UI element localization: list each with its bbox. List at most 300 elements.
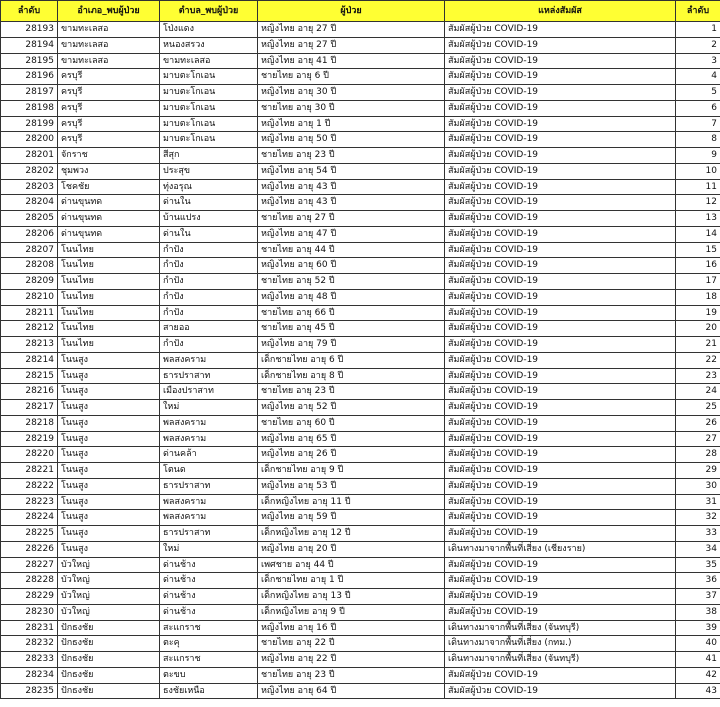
case-no-cell: 28201 (1, 148, 58, 164)
case-no-cell: 28214 (1, 352, 58, 368)
seq-cell: 25 (676, 400, 720, 416)
source-cell: สัมผัสผู้ป่วย COVID-19 (445, 22, 676, 38)
patient-cell: หญิงไทย อายุ 26 ปี (258, 447, 445, 463)
subdistrict-cell: มาบตะโกเอน (160, 85, 258, 101)
patient-cell: เด็กชายไทย อายุ 6 ปี (258, 352, 445, 368)
case-no-cell: 28202 (1, 163, 58, 179)
patient-cell: หญิงไทย อายุ 27 ปี (258, 22, 445, 38)
seq-cell: 32 (676, 510, 720, 526)
table-row (1, 37, 720, 53)
table-row (1, 148, 720, 164)
patient-cell: หญิงไทย อายุ 41 ปี (258, 53, 445, 69)
district-cell: โนนสูง (58, 415, 160, 431)
case-no-cell: 28212 (1, 321, 58, 337)
district-cell: ชุมพวง (58, 163, 160, 179)
source-cell: สัมผัสผู้ป่วย COVID-19 (445, 400, 676, 416)
district-cell: โนนสูง (58, 447, 160, 463)
table-row (1, 557, 720, 573)
district-cell: โชคชัย (58, 179, 160, 195)
source-cell: สัมผัสผู้ป่วย COVID-19 (445, 289, 676, 305)
case-no-cell: 28231 (1, 620, 58, 636)
seq-cell: 34 (676, 541, 720, 557)
seq-cell: 3 (676, 53, 720, 69)
district-cell: โนนสูง (58, 400, 160, 416)
district-cell: ขามทะเลสอ (58, 37, 160, 53)
source-cell: เดินทางมาจากพื้นที่เสี่ยง (กทม.) (445, 636, 676, 652)
source-cell: สัมผัสผู้ป่วย COVID-19 (445, 368, 676, 384)
district-cell: โนนสูง (58, 541, 160, 557)
subdistrict-cell: กำปัง (160, 274, 258, 290)
seq-cell: 40 (676, 636, 720, 652)
seq-cell: 7 (676, 116, 720, 132)
source-cell: สัมผัสผู้ป่วย COVID-19 (445, 274, 676, 290)
case-no-cell: 28207 (1, 242, 58, 258)
case-no-cell: 28199 (1, 116, 58, 132)
subdistrict-cell: ตะขบ (160, 667, 258, 683)
patient-cell: ชายไทย อายุ 23 ปี (258, 148, 445, 164)
subdistrict-cell: กำปัง (160, 258, 258, 274)
district-cell: จักราช (58, 148, 160, 164)
case-no-cell: 28213 (1, 337, 58, 353)
source-cell: สัมผัสผู้ป่วย COVID-19 (445, 242, 676, 258)
case-no-cell: 28229 (1, 589, 58, 605)
district-cell: ครบุรี (58, 85, 160, 101)
source-cell: สัมผัสผู้ป่วย COVID-19 (445, 100, 676, 116)
source-cell: สัมผัสผู้ป่วย COVID-19 (445, 463, 676, 479)
seq-cell: 43 (676, 683, 720, 699)
case-no-cell: 28193 (1, 22, 58, 38)
seq-cell: 6 (676, 100, 720, 116)
seq-cell: 13 (676, 211, 720, 227)
subdistrict-cell: ประสุข (160, 163, 258, 179)
district-cell: ด่านขุนทด (58, 211, 160, 227)
subdistrict-cell: มาบตะโกเอน (160, 132, 258, 148)
district-cell: ปักธงชัย (58, 636, 160, 652)
table-row (1, 305, 720, 321)
subdistrict-cell: ธารปราสาท (160, 478, 258, 494)
source-cell: สัมผัสผู้ป่วย COVID-19 (445, 494, 676, 510)
patient-cell: หญิงไทย อายุ 50 ปี (258, 132, 445, 148)
table-row (1, 53, 720, 69)
patient-cell: ชายไทย อายุ 30 ปี (258, 100, 445, 116)
district-cell: ครบุรี (58, 132, 160, 148)
case-no-cell: 28215 (1, 368, 58, 384)
source-cell: สัมผัสผู้ป่วย COVID-19 (445, 195, 676, 211)
patient-cell: เด็กหญิงไทย อายุ 9 ปี (258, 604, 445, 620)
subdistrict-cell: ธารปราสาท (160, 526, 258, 542)
district-cell: โนนไทย (58, 274, 160, 290)
seq-cell: 10 (676, 163, 720, 179)
district-cell: บัวใหญ่ (58, 589, 160, 605)
subdistrict-cell: ด่านช้าง (160, 604, 258, 620)
seq-cell: 27 (676, 431, 720, 447)
table-row (1, 321, 720, 337)
table-row (1, 179, 720, 195)
table-row (1, 116, 720, 132)
subdistrict-cell: ด่านช้าง (160, 589, 258, 605)
source-cell: สัมผัสผู้ป่วย COVID-19 (445, 352, 676, 368)
patient-cell: หญิงไทย อายุ 47 ปี (258, 226, 445, 242)
district-cell: ครบุรี (58, 69, 160, 85)
patient-cell: หญิงไทย อายุ 20 ปี (258, 541, 445, 557)
source-cell: สัมผัสผู้ป่วย COVID-19 (445, 573, 676, 589)
patient-cell: หญิงไทย อายุ 27 ปี (258, 37, 445, 53)
district-cell: โนนไทย (58, 289, 160, 305)
source-cell: สัมผัสผู้ป่วย COVID-19 (445, 447, 676, 463)
subdistrict-cell: ด่านใน (160, 226, 258, 242)
subdistrict-cell: ด่านคล้า (160, 447, 258, 463)
case-no-cell: 28194 (1, 37, 58, 53)
source-cell: สัมผัสผู้ป่วย COVID-19 (445, 148, 676, 164)
header-row (1, 1, 720, 22)
district-cell: โนนสูง (58, 368, 160, 384)
table-row (1, 636, 720, 652)
patient-cell: ชายไทย อายุ 27 ปี (258, 211, 445, 227)
table-row (1, 368, 720, 384)
subdistrict-cell: หนองสรวง (160, 37, 258, 53)
district-cell: ปักธงชัย (58, 667, 160, 683)
seq-cell: 19 (676, 305, 720, 321)
case-no-cell: 28208 (1, 258, 58, 274)
seq-cell: 36 (676, 573, 720, 589)
subdistrict-cell: กำปัง (160, 337, 258, 353)
district-cell: ปักธงชัย (58, 652, 160, 668)
table-row (1, 573, 720, 589)
patient-cell: หญิงไทย อายุ 16 ปี (258, 620, 445, 636)
table-row (1, 652, 720, 668)
table-body (1, 22, 720, 699)
district-cell: ครบุรี (58, 116, 160, 132)
patient-cell: ชายไทย อายุ 52 ปี (258, 274, 445, 290)
district-cell: โนนไทย (58, 242, 160, 258)
patient-cell: เด็กชายไทย อายุ 9 ปี (258, 463, 445, 479)
patient-cell: ชายไทย อายุ 22 ปี (258, 636, 445, 652)
header-case-no: ลำดับ (1, 1, 58, 22)
table-row (1, 667, 720, 683)
patient-cell: ชายไทย อายุ 23 ปี (258, 667, 445, 683)
case-no-cell: 28209 (1, 274, 58, 290)
table-row (1, 337, 720, 353)
district-cell: ขามทะเลสอ (58, 53, 160, 69)
case-no-cell: 28226 (1, 541, 58, 557)
district-cell: โนนไทย (58, 337, 160, 353)
district-cell: โนนสูง (58, 352, 160, 368)
table-row (1, 478, 720, 494)
source-cell: สัมผัสผู้ป่วย COVID-19 (445, 321, 676, 337)
source-cell: เดินทางมาจากพื้นที่เสี่ยง (จันทบุรี) (445, 652, 676, 668)
table-row (1, 211, 720, 227)
table-row (1, 447, 720, 463)
patient-cell: เด็กหญิงไทย อายุ 12 ปี (258, 526, 445, 542)
district-cell: โนนไทย (58, 321, 160, 337)
district-cell: โนนไทย (58, 258, 160, 274)
subdistrict-cell: เมืองปราสาท (160, 384, 258, 400)
patient-cell: หญิงไทย อายุ 60 ปี (258, 258, 445, 274)
subdistrict-cell: สะแกราช (160, 652, 258, 668)
table-row (1, 85, 720, 101)
case-no-cell: 28205 (1, 211, 58, 227)
table-row (1, 494, 720, 510)
patient-cell: ชายไทย อายุ 44 ปี (258, 242, 445, 258)
case-no-cell: 28221 (1, 463, 58, 479)
subdistrict-cell: กำปัง (160, 289, 258, 305)
case-no-cell: 28233 (1, 652, 58, 668)
source-cell: สัมผัสผู้ป่วย COVID-19 (445, 337, 676, 353)
case-no-cell: 28200 (1, 132, 58, 148)
district-cell: ปักธงชัย (58, 683, 160, 699)
case-no-cell: 28195 (1, 53, 58, 69)
source-cell: สัมผัสผู้ป่วย COVID-19 (445, 384, 676, 400)
header-district: อำเภอ_พบผู้ป่วย (58, 1, 160, 22)
patient-cell: ชายไทย อายุ 66 ปี (258, 305, 445, 321)
subdistrict-cell: พลสงคราม (160, 415, 258, 431)
source-cell: สัมผัสผู้ป่วย COVID-19 (445, 53, 676, 69)
seq-cell: 14 (676, 226, 720, 242)
seq-cell: 1 (676, 22, 720, 38)
table-row (1, 400, 720, 416)
seq-cell: 42 (676, 667, 720, 683)
seq-cell: 9 (676, 148, 720, 164)
subdistrict-cell: ธารปราสาท (160, 368, 258, 384)
patient-cell: ชายไทย อายุ 45 ปี (258, 321, 445, 337)
case-no-cell: 28227 (1, 557, 58, 573)
seq-cell: 4 (676, 69, 720, 85)
case-no-cell: 28232 (1, 636, 58, 652)
source-cell: สัมผัสผู้ป่วย COVID-19 (445, 557, 676, 573)
subdistrict-cell: บ้านแปรง (160, 211, 258, 227)
case-no-cell: 28225 (1, 526, 58, 542)
patient-cell: เด็กหญิงไทย อายุ 13 ปี (258, 589, 445, 605)
district-cell: โนนสูง (58, 478, 160, 494)
source-cell: สัมผัสผู้ป่วย COVID-19 (445, 667, 676, 683)
district-cell: โนนไทย (58, 305, 160, 321)
seq-cell: 23 (676, 368, 720, 384)
table-row (1, 242, 720, 258)
subdistrict-cell: ด่านใน (160, 195, 258, 211)
district-cell: โนนสูง (58, 494, 160, 510)
header-patient: ผู้ป่วย (258, 1, 445, 22)
table-row (1, 384, 720, 400)
table-row (1, 195, 720, 211)
patient-cell: หญิงไทย อายุ 52 ปี (258, 400, 445, 416)
seq-cell: 35 (676, 557, 720, 573)
case-no-cell: 28204 (1, 195, 58, 211)
source-cell: เดินทางมาจากพื้นที่เสี่ยง (เชียงราย) (445, 541, 676, 557)
seq-cell: 29 (676, 463, 720, 479)
case-no-cell: 28228 (1, 573, 58, 589)
district-cell: ปักธงชัย (58, 620, 160, 636)
table-row (1, 226, 720, 242)
case-no-cell: 28216 (1, 384, 58, 400)
subdistrict-cell: พลสงคราม (160, 494, 258, 510)
district-cell: โนนสูง (58, 431, 160, 447)
source-cell: สัมผัสผู้ป่วย COVID-19 (445, 526, 676, 542)
source-cell: สัมผัสผู้ป่วย COVID-19 (445, 415, 676, 431)
seq-cell: 5 (676, 85, 720, 101)
patient-cell: หญิงไทย อายุ 30 ปี (258, 85, 445, 101)
subdistrict-cell: มาบตะโกเอน (160, 69, 258, 85)
district-cell: ขามทะเลสอ (58, 22, 160, 38)
case-no-cell: 28222 (1, 478, 58, 494)
table-row (1, 69, 720, 85)
case-no-cell: 28235 (1, 683, 58, 699)
subdistrict-cell: สีสุก (160, 148, 258, 164)
district-cell: บัวใหญ่ (58, 557, 160, 573)
patient-cell: เพศชาย อายุ 44 ปี (258, 557, 445, 573)
district-cell: ครบุรี (58, 100, 160, 116)
subdistrict-cell: ใหม่ (160, 400, 258, 416)
source-cell: สัมผัสผู้ป่วย COVID-19 (445, 37, 676, 53)
table-row (1, 132, 720, 148)
table-row (1, 22, 720, 38)
source-cell: เดินทางมาจากพื้นที่เสี่ยง (จันทบุรี) (445, 620, 676, 636)
seq-cell: 2 (676, 37, 720, 53)
patient-cell: หญิงไทย อายุ 53 ปี (258, 478, 445, 494)
district-cell: ด่านขุนทด (58, 226, 160, 242)
patient-cell: หญิงไทย อายุ 79 ปี (258, 337, 445, 353)
patient-cell: หญิงไทย อายุ 48 ปี (258, 289, 445, 305)
seq-cell: 12 (676, 195, 720, 211)
table-row (1, 541, 720, 557)
table-row (1, 258, 720, 274)
subdistrict-cell: มาบตะโกเอน (160, 100, 258, 116)
case-no-cell: 28224 (1, 510, 58, 526)
table-row (1, 620, 720, 636)
patient-cell: เด็กหญิงไทย อายุ 11 ปี (258, 494, 445, 510)
subdistrict-cell: ด่านช้าง (160, 557, 258, 573)
seq-cell: 8 (676, 132, 720, 148)
table-row (1, 510, 720, 526)
district-cell: ด่านขุนทด (58, 195, 160, 211)
header-subdistrict: ตำบล_พบผู้ป่วย (160, 1, 258, 22)
subdistrict-cell: พลสงคราม (160, 431, 258, 447)
case-no-cell: 28206 (1, 226, 58, 242)
source-cell: สัมผัสผู้ป่วย COVID-19 (445, 478, 676, 494)
district-cell: โนนสูง (58, 510, 160, 526)
case-no-cell: 28230 (1, 604, 58, 620)
seq-cell: 20 (676, 321, 720, 337)
patient-cell: หญิงไทย อายุ 22 ปี (258, 652, 445, 668)
source-cell: สัมผัสผู้ป่วย COVID-19 (445, 683, 676, 699)
header-seq: ลำดับ (676, 1, 720, 22)
table-row (1, 683, 720, 699)
table-row (1, 431, 720, 447)
patient-cell: เด็กชายไทย อายุ 8 ปี (258, 368, 445, 384)
district-cell: โนนสูง (58, 526, 160, 542)
subdistrict-cell: กำปัง (160, 305, 258, 321)
district-cell: บัวใหญ่ (58, 573, 160, 589)
subdistrict-cell: ทุ่งอรุณ (160, 179, 258, 195)
table-row (1, 289, 720, 305)
case-no-cell: 28211 (1, 305, 58, 321)
seq-cell: 37 (676, 589, 720, 605)
source-cell: สัมผัสผู้ป่วย COVID-19 (445, 604, 676, 620)
source-cell: สัมผัสผู้ป่วย COVID-19 (445, 211, 676, 227)
source-cell: สัมผัสผู้ป่วย COVID-19 (445, 431, 676, 447)
source-cell: สัมผัสผู้ป่วย COVID-19 (445, 226, 676, 242)
case-no-cell: 28234 (1, 667, 58, 683)
seq-cell: 18 (676, 289, 720, 305)
seq-cell: 31 (676, 494, 720, 510)
patient-cell: หญิงไทย อายุ 43 ปี (258, 195, 445, 211)
table-row (1, 352, 720, 368)
table-row (1, 100, 720, 116)
source-cell: สัมผัสผู้ป่วย COVID-19 (445, 85, 676, 101)
patient-cell: ชายไทย อายุ 6 ปี (258, 69, 445, 85)
subdistrict-cell: ขามทะเลสอ (160, 53, 258, 69)
case-no-cell: 28217 (1, 400, 58, 416)
seq-cell: 17 (676, 274, 720, 290)
case-no-cell: 28196 (1, 69, 58, 85)
seq-cell: 11 (676, 179, 720, 195)
table-row (1, 415, 720, 431)
patient-cell: ชายไทย อายุ 60 ปี (258, 415, 445, 431)
subdistrict-cell: โป่งแดง (160, 22, 258, 38)
case-no-cell: 28210 (1, 289, 58, 305)
seq-cell: 33 (676, 526, 720, 542)
seq-cell: 26 (676, 415, 720, 431)
patient-cell: หญิงไทย อายุ 1 ปี (258, 116, 445, 132)
table-row (1, 463, 720, 479)
table-row (1, 163, 720, 179)
table-row (1, 526, 720, 542)
patient-cell: หญิงไทย อายุ 54 ปี (258, 163, 445, 179)
case-no-cell: 28197 (1, 85, 58, 101)
source-cell: สัมผัสผู้ป่วย COVID-19 (445, 179, 676, 195)
source-cell: สัมผัสผู้ป่วย COVID-19 (445, 69, 676, 85)
source-cell: สัมผัสผู้ป่วย COVID-19 (445, 589, 676, 605)
patient-cell: ชายไทย อายุ 23 ปี (258, 384, 445, 400)
patient-cell: หญิงไทย อายุ 59 ปี (258, 510, 445, 526)
table-row (1, 604, 720, 620)
seq-cell: 38 (676, 604, 720, 620)
seq-cell: 30 (676, 478, 720, 494)
case-no-cell: 28223 (1, 494, 58, 510)
subdistrict-cell: กำปัง (160, 242, 258, 258)
table-row (1, 274, 720, 290)
case-no-cell: 28219 (1, 431, 58, 447)
seq-cell: 41 (676, 652, 720, 668)
source-cell: สัมผัสผู้ป่วย COVID-19 (445, 305, 676, 321)
seq-cell: 15 (676, 242, 720, 258)
table-row (1, 589, 720, 605)
subdistrict-cell: พลสงคราม (160, 510, 258, 526)
source-cell: สัมผัสผู้ป่วย COVID-19 (445, 132, 676, 148)
case-no-cell: 28218 (1, 415, 58, 431)
seq-cell: 24 (676, 384, 720, 400)
seq-cell: 39 (676, 620, 720, 636)
seq-cell: 21 (676, 337, 720, 353)
source-cell: สัมผัสผู้ป่วย COVID-19 (445, 510, 676, 526)
source-cell: สัมผัสผู้ป่วย COVID-19 (445, 116, 676, 132)
subdistrict-cell: โตนด (160, 463, 258, 479)
source-cell: สัมผัสผู้ป่วย COVID-19 (445, 163, 676, 179)
patient-cell: หญิงไทย อายุ 65 ปี (258, 431, 445, 447)
patient-cell: เด็กชายไทย อายุ 1 ปี (258, 573, 445, 589)
district-cell: โนนสูง (58, 384, 160, 400)
patient-cell: หญิงไทย อายุ 43 ปี (258, 179, 445, 195)
case-no-cell: 28203 (1, 179, 58, 195)
seq-cell: 28 (676, 447, 720, 463)
subdistrict-cell: สะแกราช (160, 620, 258, 636)
case-no-cell: 28220 (1, 447, 58, 463)
subdistrict-cell: ธงชัยเหนือ (160, 683, 258, 699)
subdistrict-cell: ด่านช้าง (160, 573, 258, 589)
subdistrict-cell: พลสงคราม (160, 352, 258, 368)
subdistrict-cell: สายออ (160, 321, 258, 337)
seq-cell: 16 (676, 258, 720, 274)
seq-cell: 22 (676, 352, 720, 368)
